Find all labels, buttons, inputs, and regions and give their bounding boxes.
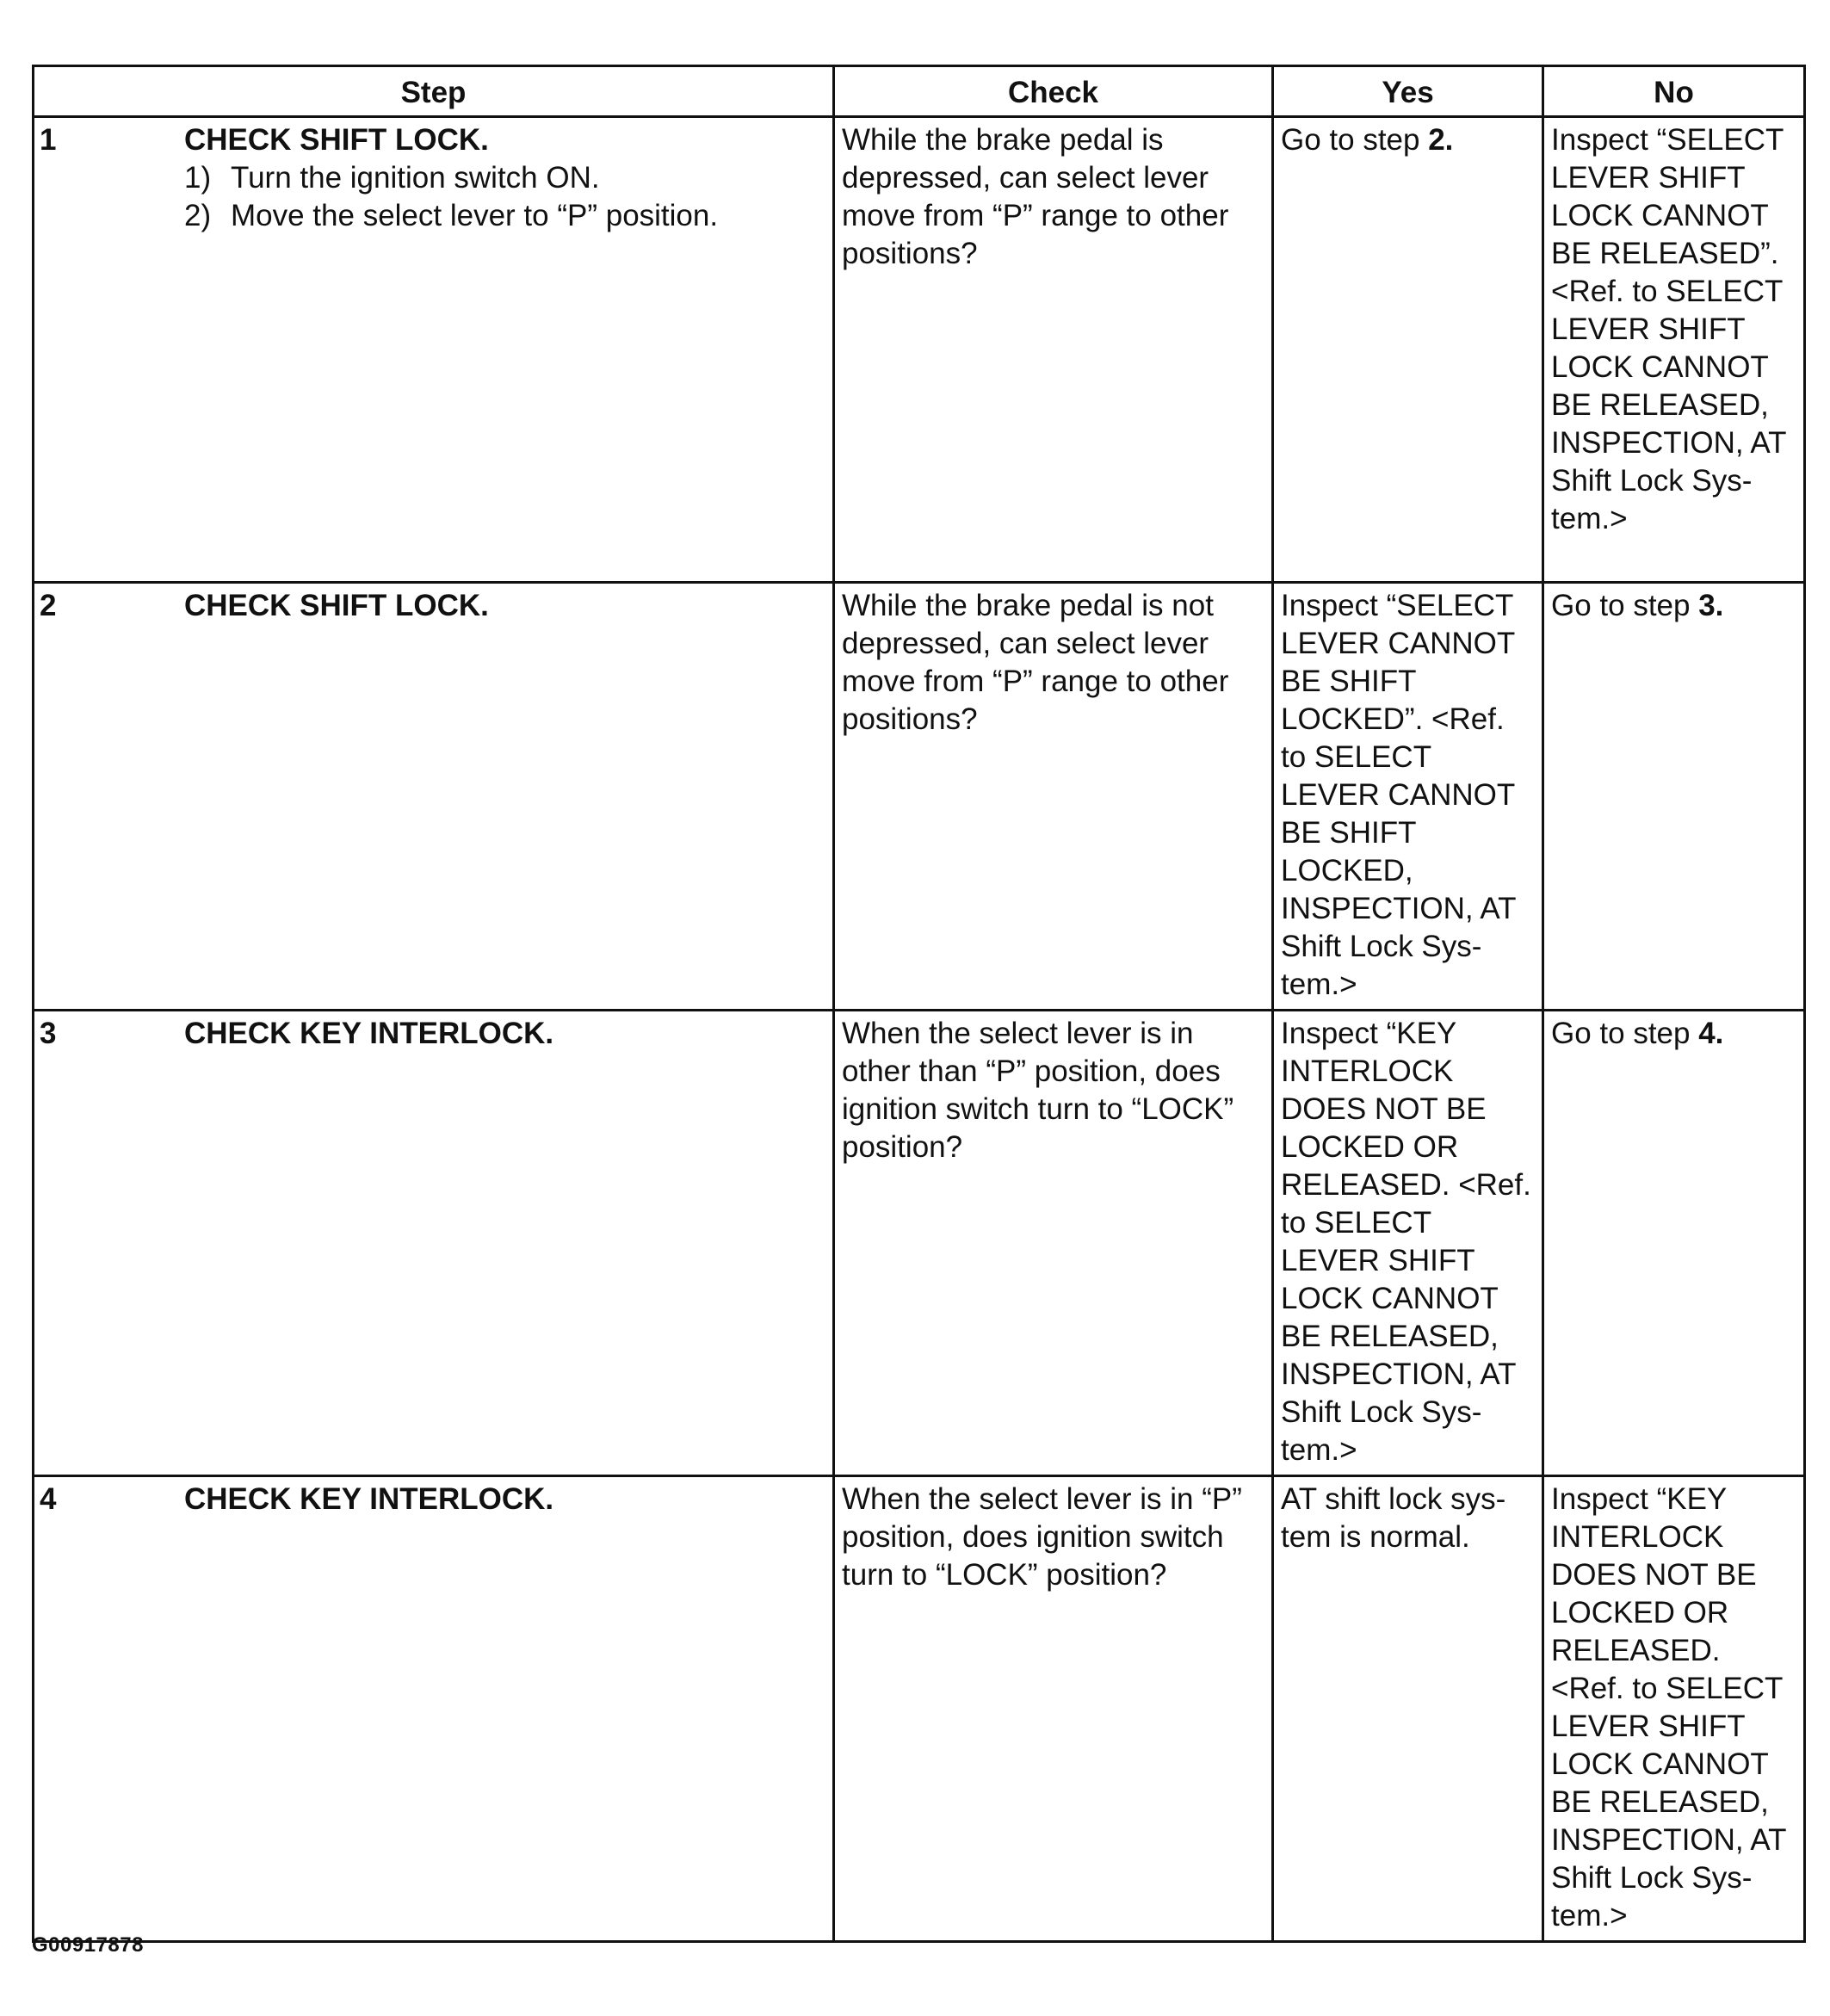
yes-cell	[1273, 117, 1543, 583]
check-cell: When the select lever is in “P” position, does ignition switch turn to “LOCK” position?	[834, 1476, 1273, 1942]
step-number: 1	[40, 123, 57, 157]
substep	[184, 159, 825, 197]
no-cell: Inspect “KEY INTERLOCK DOES NOT BE LOCKED OR RELEASED. <Ref. to SELECT LEVER SHIFT LOCK CANNOT BE RELEASED, INSPECTION, AT Shift Lock Sys- tem.>	[1543, 1476, 1805, 1942]
step-number: 3	[40, 1017, 57, 1050]
no-cell	[1543, 583, 1805, 1011]
yes-cell: AT shift lock sys- tem is normal.	[1273, 1476, 1543, 1942]
yes-prefix: Go to step	[1281, 123, 1429, 157]
figure-code: G00917878	[32, 1933, 144, 1957]
header-no: No	[1543, 66, 1805, 117]
step-cell	[34, 583, 834, 1011]
check-cell: While the brake pedal is depressed, can select lever move from “P” range to other positions?	[834, 117, 1273, 583]
substep-number: 2)	[184, 199, 212, 232]
check-cell: While the brake pedal is not depressed, can select lever move from “P” range to other positions?	[834, 583, 1273, 1011]
header-check: Check	[834, 66, 1273, 117]
no-prefix: Go to step	[1551, 589, 1699, 622]
diagnostic-procedure-table	[32, 65, 1806, 1943]
no-step-ref: 3.	[1698, 589, 1724, 622]
step-title: CHECK SHIFT LOCK.	[184, 123, 489, 157]
step-number: 2	[40, 589, 57, 622]
table-row	[34, 117, 1805, 583]
procedure-sheet	[32, 65, 1803, 1943]
table-header-row	[34, 66, 1805, 117]
yes-step-ref: 2.	[1428, 123, 1454, 157]
table-row	[34, 1476, 1805, 1942]
table-row	[34, 1011, 1805, 1476]
step-title: CHECK KEY INTERLOCK.	[184, 1017, 554, 1050]
no-cell	[1543, 1011, 1805, 1476]
header-yes: Yes	[1273, 66, 1543, 117]
step-title: CHECK KEY INTERLOCK.	[184, 1482, 554, 1516]
substep	[184, 197, 825, 235]
step-number: 4	[40, 1482, 57, 1516]
step-cell	[34, 1011, 834, 1476]
no-step-ref: 4.	[1698, 1017, 1724, 1050]
step-title: CHECK SHIFT LOCK.	[184, 589, 489, 622]
substep-text: Turn the ignition switch ON.	[231, 161, 600, 195]
step-cell	[34, 1476, 834, 1942]
header-step: Step	[34, 66, 834, 117]
check-cell: When the select lever is in other than “P” position, does ignition switch turn to “LOCK” position?	[834, 1011, 1273, 1476]
step-cell	[34, 117, 834, 583]
table-row	[34, 583, 1805, 1011]
substep-text: Move the select lever to “P” position.	[231, 199, 719, 232]
yes-cell: Inspect “SELECT LEVER CANNOT BE SHIFT LOCKED”. <Ref. to SELECT LEVER CANNOT BE SHIFT LOCKED, INSPECTION, AT Shift Lock Sys- tem.>	[1273, 583, 1543, 1011]
no-prefix: Go to step	[1551, 1017, 1699, 1050]
no-cell: Inspect “SELECT LEVER SHIFT LOCK CANNOT BE RELEASED”. <Ref. to SELECT LEVER SHIFT LOCK CANNOT BE RELEASED, INSPECTION, AT Shift Lock Sys- tem.>	[1543, 117, 1805, 583]
substep-number: 1)	[184, 161, 212, 195]
yes-cell: Inspect “KEY INTERLOCK DOES NOT BE LOCKED OR RELEASED. <Ref. to SELECT LEVER SHIFT LOCK CANNOT BE RELEASED, INSPECTION, AT Shift Lock Sys- tem.>	[1273, 1011, 1543, 1476]
